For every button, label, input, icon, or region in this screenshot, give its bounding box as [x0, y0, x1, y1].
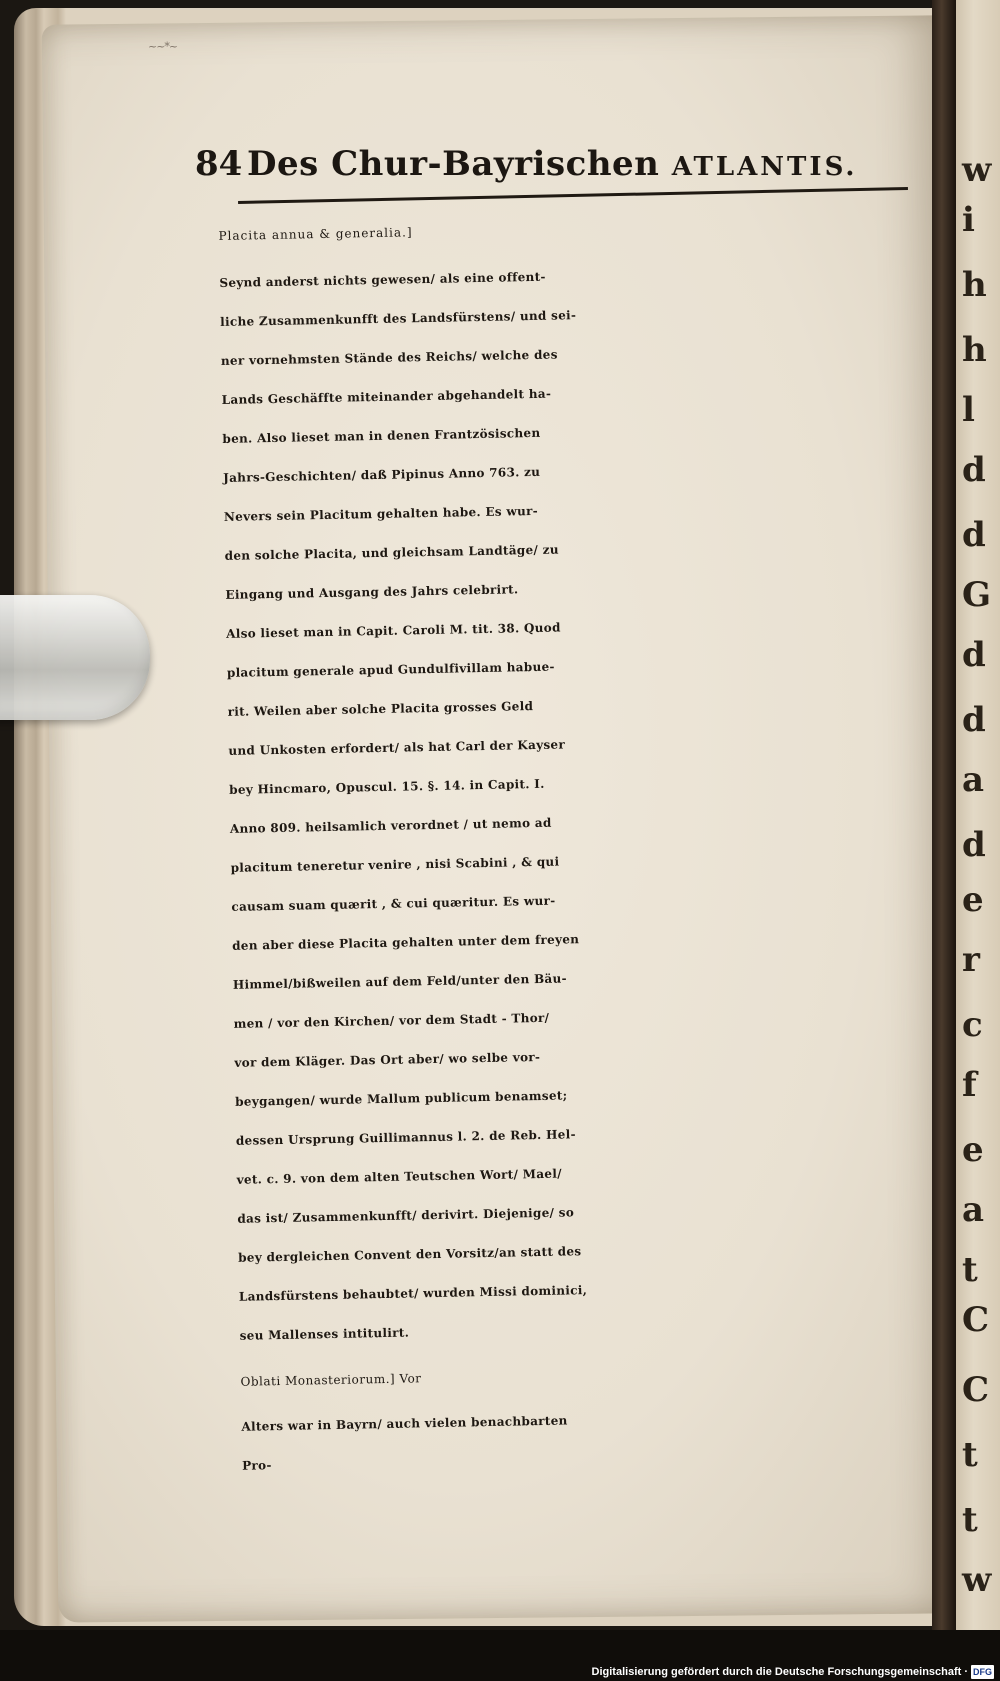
- facing-page-letter: c: [962, 1005, 983, 1045]
- text-line: das ist/ Zusammenkunfft/ derivirt. Diejenige/ so: [237, 1205, 575, 1226]
- text-line: Jahrs-Geschichten/ daß Pipinus Anno 763. zu: [223, 464, 541, 485]
- text-line: den solche Placita, und gleichsam Landtäge/ zu: [224, 542, 559, 563]
- facing-page-letter: w: [962, 150, 992, 190]
- text-line: placitum generale apud Gundulfivillam habue-: [226, 659, 555, 680]
- facing-page-letter: i: [962, 200, 975, 240]
- margin-mark: ~~*~: [148, 40, 178, 53]
- facing-page-letter: d: [962, 700, 986, 740]
- running-title: [247, 144, 857, 184]
- facing-page-letter: t: [962, 1500, 978, 1540]
- facing-page-letter: a: [962, 760, 985, 800]
- running-title-main: Des Chur-Bayrischen: [247, 144, 660, 184]
- page-clip: [0, 595, 150, 720]
- text-line: seu Mallenses intitulirt.: [239, 1325, 410, 1343]
- text-line: Lands Geschäffte miteinander abgehandelt ha-: [221, 386, 552, 407]
- text-line: men / vor den Kirchen/ vor dem Stadt - Thor/: [233, 1010, 550, 1031]
- facing-page-letter: t: [962, 1435, 978, 1475]
- text-line: beygangen/ wurde Mallum publicum benamset;: [235, 1088, 568, 1109]
- text-line: und Unkosten erfordert/ als hat Carl der Kayser: [228, 737, 566, 758]
- text-line: dessen Ursprung Guillimannus l. 2. de Reb. Hel-: [235, 1127, 576, 1148]
- text-line: Himmel/bißweilen auf dem Feld/unter den Bäu-: [232, 971, 568, 992]
- text-line: Eingang und Ausgang des Jahrs celebrirt.: [225, 582, 519, 602]
- text-line: ner vornehmsten Stände des Reichs/ welche des: [220, 347, 558, 368]
- text-line: den aber diese Placita gehalten unter dem freyen: [232, 932, 580, 953]
- text-line: bey dergleichen Convent den Vorsitz/an statt des: [238, 1244, 582, 1265]
- text-line: Anno 809. heilsamlich verordnet / ut nemo ad: [229, 815, 552, 836]
- text-line: Nevers sein Placitum gehalten habe. Es wur-: [223, 503, 539, 524]
- facing-page-letter: d: [962, 515, 986, 555]
- facing-page-letter: l: [962, 390, 975, 430]
- text-line: vor dem Kläger. Das Ort aber/ wo selbe vor-: [234, 1049, 541, 1070]
- facing-page-letter: t: [962, 1250, 978, 1290]
- text-line: vet. c. 9. von dem alten Teutschen Wort/ Mael/: [236, 1166, 562, 1187]
- entry-heading: Placita annua & generalia.]: [218, 225, 413, 243]
- digitization-credit: Digitalisierung gefördert durch die Deutsche Forschungsgemeinschaft · DFG: [591, 1666, 992, 1678]
- page-number: 84: [195, 144, 243, 184]
- running-title-caps: ATLANTIS.: [671, 152, 858, 182]
- facing-page-letter: C: [962, 1370, 990, 1410]
- facing-page-letter: d: [962, 635, 986, 675]
- text-line: Landsfürstens behaubtet/ wurden Missi dominici,: [238, 1283, 588, 1304]
- body-text: [218, 194, 962, 1486]
- facing-page-letter: d: [962, 825, 986, 865]
- text-line: rit. Weilen aber solche Placita grosses Geld: [227, 699, 534, 719]
- facing-page-letter: h: [962, 265, 987, 305]
- facing-page-letter: d: [962, 450, 986, 490]
- text-line: causam suam quærit , & cui quæritur. Es wur-: [231, 893, 556, 914]
- text-line: Alters war in Bayrn/ auch vielen benachbarten: [241, 1413, 568, 1434]
- facing-page-letter: G: [962, 575, 992, 615]
- text-line: liche Zusammenkunfft des Landsfürstens/ und sei-: [220, 308, 577, 329]
- page-header: [195, 142, 895, 190]
- facing-page-letter: e: [962, 880, 984, 920]
- credit-text: Digitalisierung gefördert durch die Deutsche Forschungsgemeinschaft: [591, 1666, 962, 1678]
- facing-page-letter: h: [962, 330, 987, 370]
- text-line: placitum teneretur venire , nisi Scabini , & qui: [230, 854, 560, 875]
- entry-heading: Oblati Monasteriorum.] Vor: [240, 1371, 422, 1389]
- text-line: Pro-: [242, 1458, 272, 1473]
- facing-page-letter: r: [962, 940, 980, 980]
- text-line: ben. Also lieset man in denen Frantzösischen: [222, 425, 541, 446]
- facing-page-letter: f: [962, 1065, 977, 1105]
- facing-page-letter: a: [962, 1190, 985, 1230]
- text-line: Seynd anderst nichts gewesen/ als eine offent-: [219, 269, 546, 290]
- text-line: bey Hincmaro, Opuscul. 15. §. 14. in Capit. I.: [229, 776, 545, 797]
- facing-page-letter: w: [962, 1560, 992, 1600]
- facing-page-letter: e: [962, 1130, 984, 1170]
- text-line: Also lieset man in Capit. Caroli M. tit. 38. Quod: [226, 620, 561, 641]
- dfg-logo: DFG: [973, 1667, 992, 1677]
- facing-page-letter: C: [962, 1300, 990, 1340]
- facing-page-edge: [956, 0, 1000, 1630]
